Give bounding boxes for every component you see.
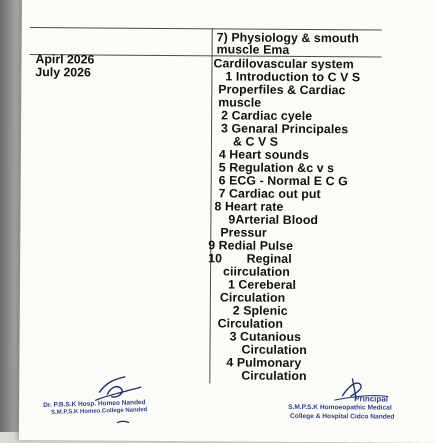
principal-institution-line-2: College & Hospital Cidco Nanded — [290, 412, 395, 421]
content-line: 7 Cardiac out put — [218, 186, 321, 202]
content-line: 4 Pulmonary — [226, 355, 302, 370]
content-line: 10 Reginal — [208, 251, 292, 266]
content-line: & C V S — [232, 134, 279, 149]
principal-institution-line-1: S.M.P.S.K Homoeopathic Medical — [288, 403, 392, 412]
content-line: 2 Cardiac cyele — [221, 108, 313, 124]
content-line: 9 Redial Pulse — [208, 238, 294, 253]
content-line: 9Arterial Blood — [228, 212, 319, 228]
content-line: muscle — [218, 95, 262, 110]
left-stamp-line-2: S.M.P.S.K Homeo.College Nanded — [51, 407, 148, 416]
content-line: 1 Introduction to C V S — [225, 69, 361, 85]
left-stamp-line-1: Dr. P.B.S.K Hosp. Homeo Nanded — [43, 399, 146, 409]
content-line: Pressur — [220, 225, 267, 240]
content-line: 1 Cereberal — [227, 277, 297, 292]
top-cell-line-1: 7) Physiology & smouth — [216, 30, 360, 46]
content-line: 6 ECG - Normal E C G — [218, 173, 348, 189]
principal-stamp — [264, 374, 437, 435]
content-line: Circulation — [241, 368, 307, 383]
content-line: Cardilovascular system — [213, 56, 354, 72]
content-line: Circulation — [219, 290, 286, 305]
table-top-rule — [30, 27, 382, 30]
principal-signature-icon — [264, 374, 437, 405]
document-page — [19, 0, 437, 443]
date-end: July 2026 — [35, 65, 91, 80]
principal-title: Principal — [354, 394, 389, 404]
content-line: ciirculation — [223, 264, 290, 279]
top-cell-line-2: muscle Ema — [216, 42, 290, 57]
date-start: Apirl 2026 — [35, 52, 95, 67]
content-line: 3 Cutanious — [229, 329, 302, 344]
content-line: 8 Heart rate — [214, 199, 284, 214]
content-line: 3 Genaral Principales — [221, 121, 349, 137]
content-line: Circulation — [241, 342, 307, 357]
content-line: Properfiles & Cardiac — [218, 82, 346, 98]
left-signature-stamp — [37, 370, 207, 431]
content-line: 5 Regulation &c v s — [218, 160, 335, 176]
content-line: 2 Splenic — [232, 303, 288, 318]
content-line: Circulation — [217, 316, 284, 331]
content-line: 4 Heart sounds — [218, 147, 310, 163]
column-divider — [209, 28, 212, 383]
